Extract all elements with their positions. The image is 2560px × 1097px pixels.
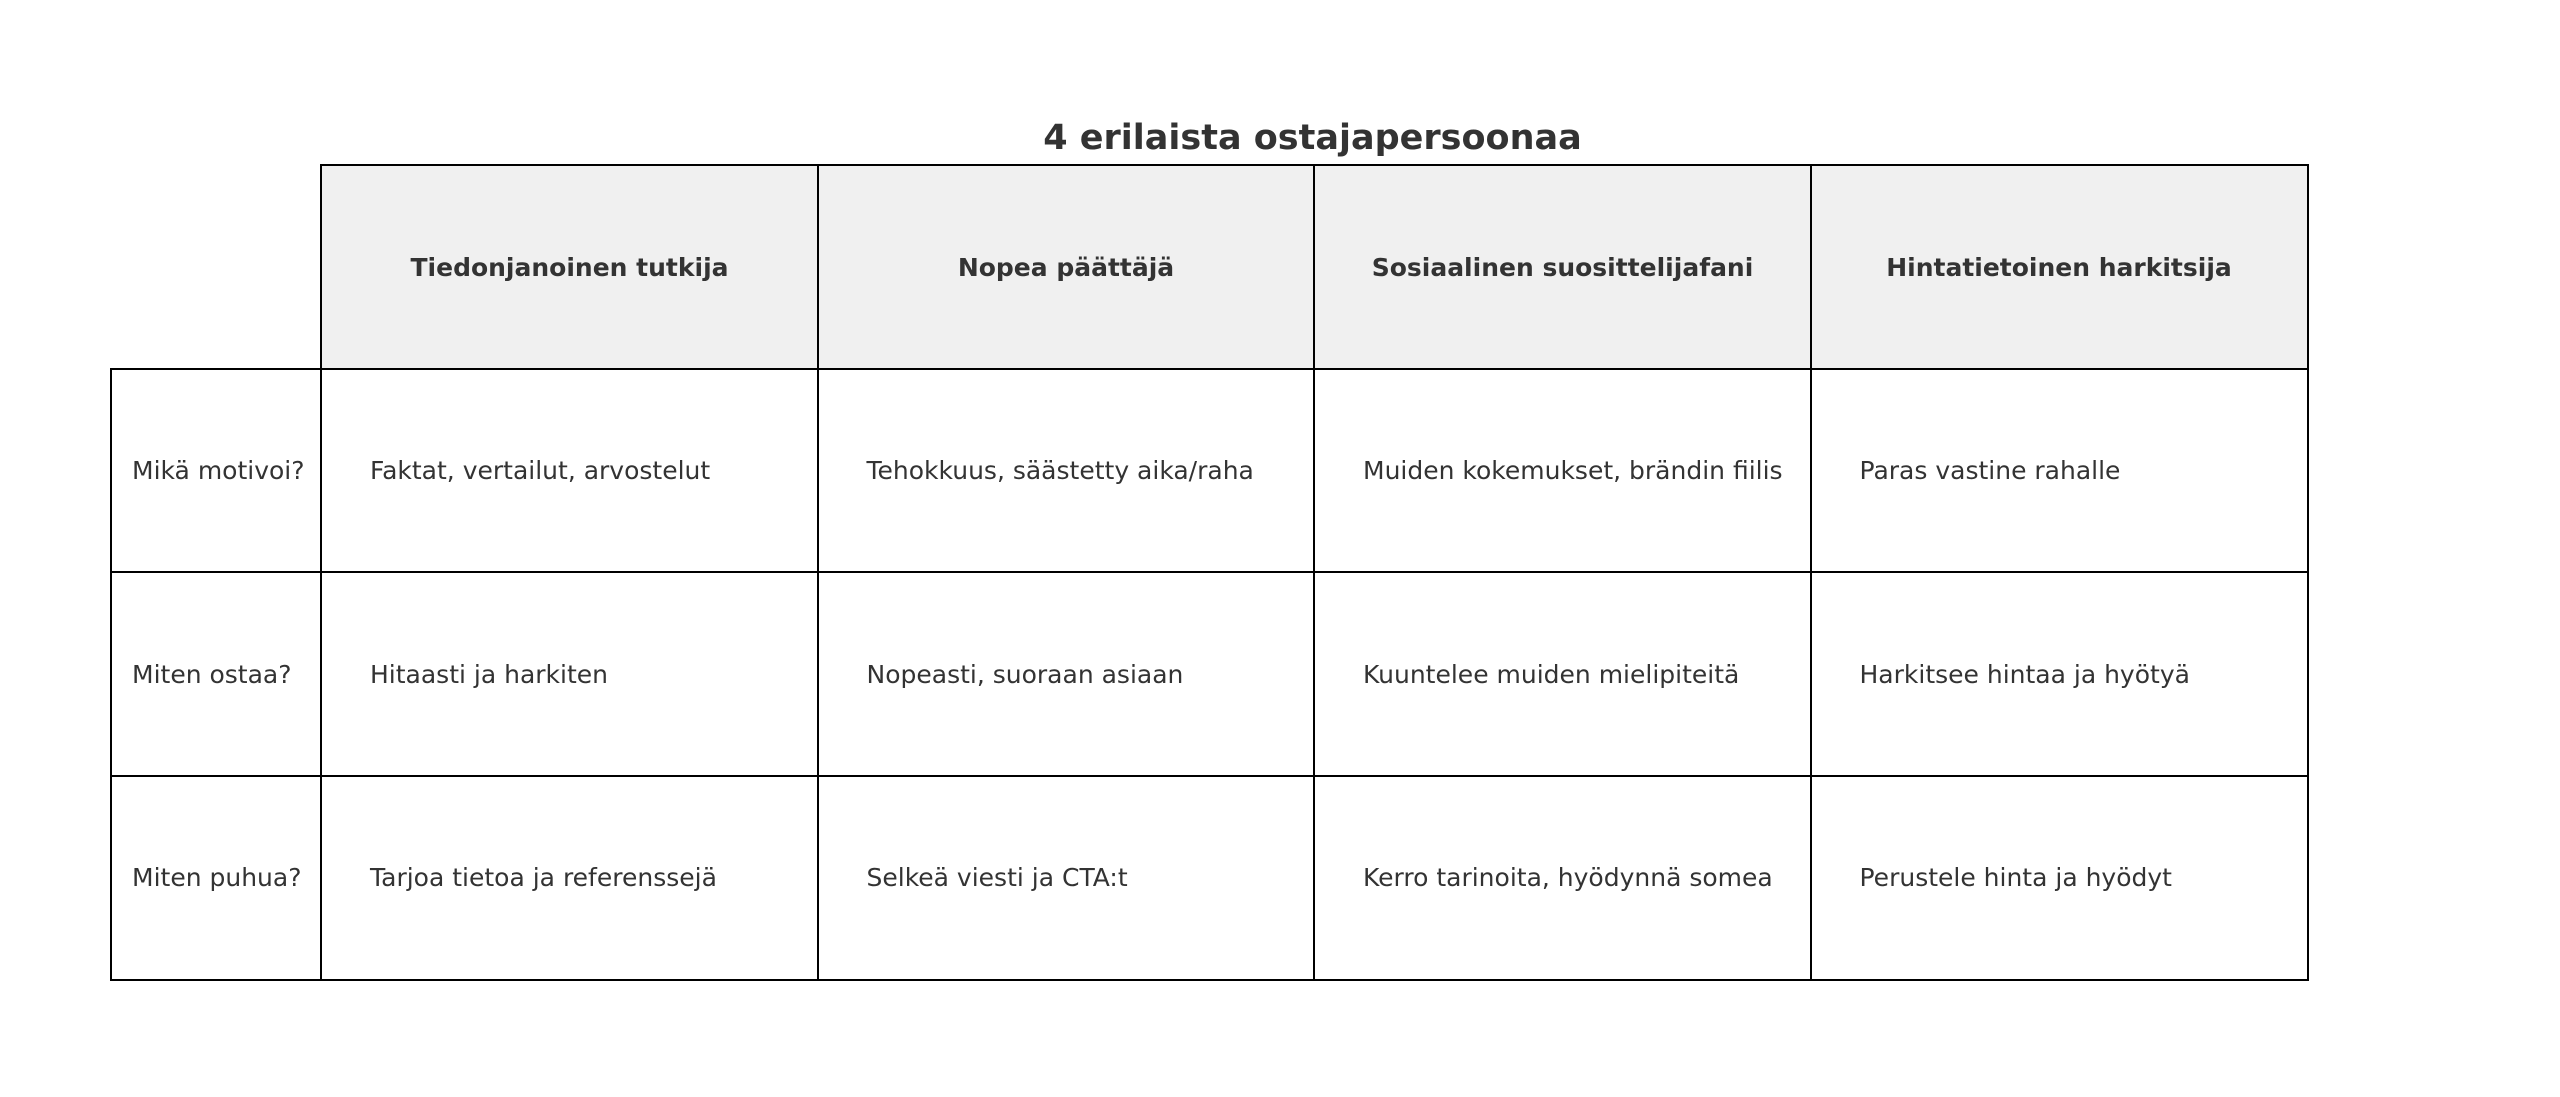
column-header: Sosiaalinen suosittelijafani: [1313, 164, 1812, 370]
table-cell: Nopeasti, suoraan asiaan: [817, 571, 1316, 777]
column-header: Tiedonjanoinen tutkija: [320, 164, 819, 370]
table-cell: Perustele hinta ja hyödyt: [1810, 775, 2309, 981]
table-cell: Harkitsee hintaa ja hyötyä: [1810, 571, 2309, 777]
table-cell: Kerro tarinoita, hyödynnä somea: [1313, 775, 1812, 981]
chart-title: 4 erilaista ostajapersoonaa: [1043, 118, 1582, 158]
table-cell: Muiden kokemukset, brändin fiilis: [1313, 368, 1812, 574]
row-label: Miten puhua?: [110, 775, 324, 981]
table-cell: Paras vastine rahalle: [1810, 368, 2309, 574]
table-cell: Tarjoa tietoa ja referenssejä: [320, 775, 819, 981]
row-label: Miten ostaa?: [110, 571, 324, 777]
table-cell: Hitaasti ja harkiten: [320, 571, 819, 777]
column-header: Hintatietoinen harkitsija: [1810, 164, 2309, 370]
column-header: Nopea päättäjä: [817, 164, 1316, 370]
table-cell: Faktat, vertailut, arvostelut: [320, 368, 819, 574]
table-cell: Tehokkuus, säästetty aika/raha: [817, 368, 1316, 574]
table-cell: Kuuntelee muiden mielipiteitä: [1313, 571, 1812, 777]
table-cell: Selkeä viesti ja CTA:t: [817, 775, 1316, 981]
row-label: Mikä motivoi?: [110, 368, 324, 574]
